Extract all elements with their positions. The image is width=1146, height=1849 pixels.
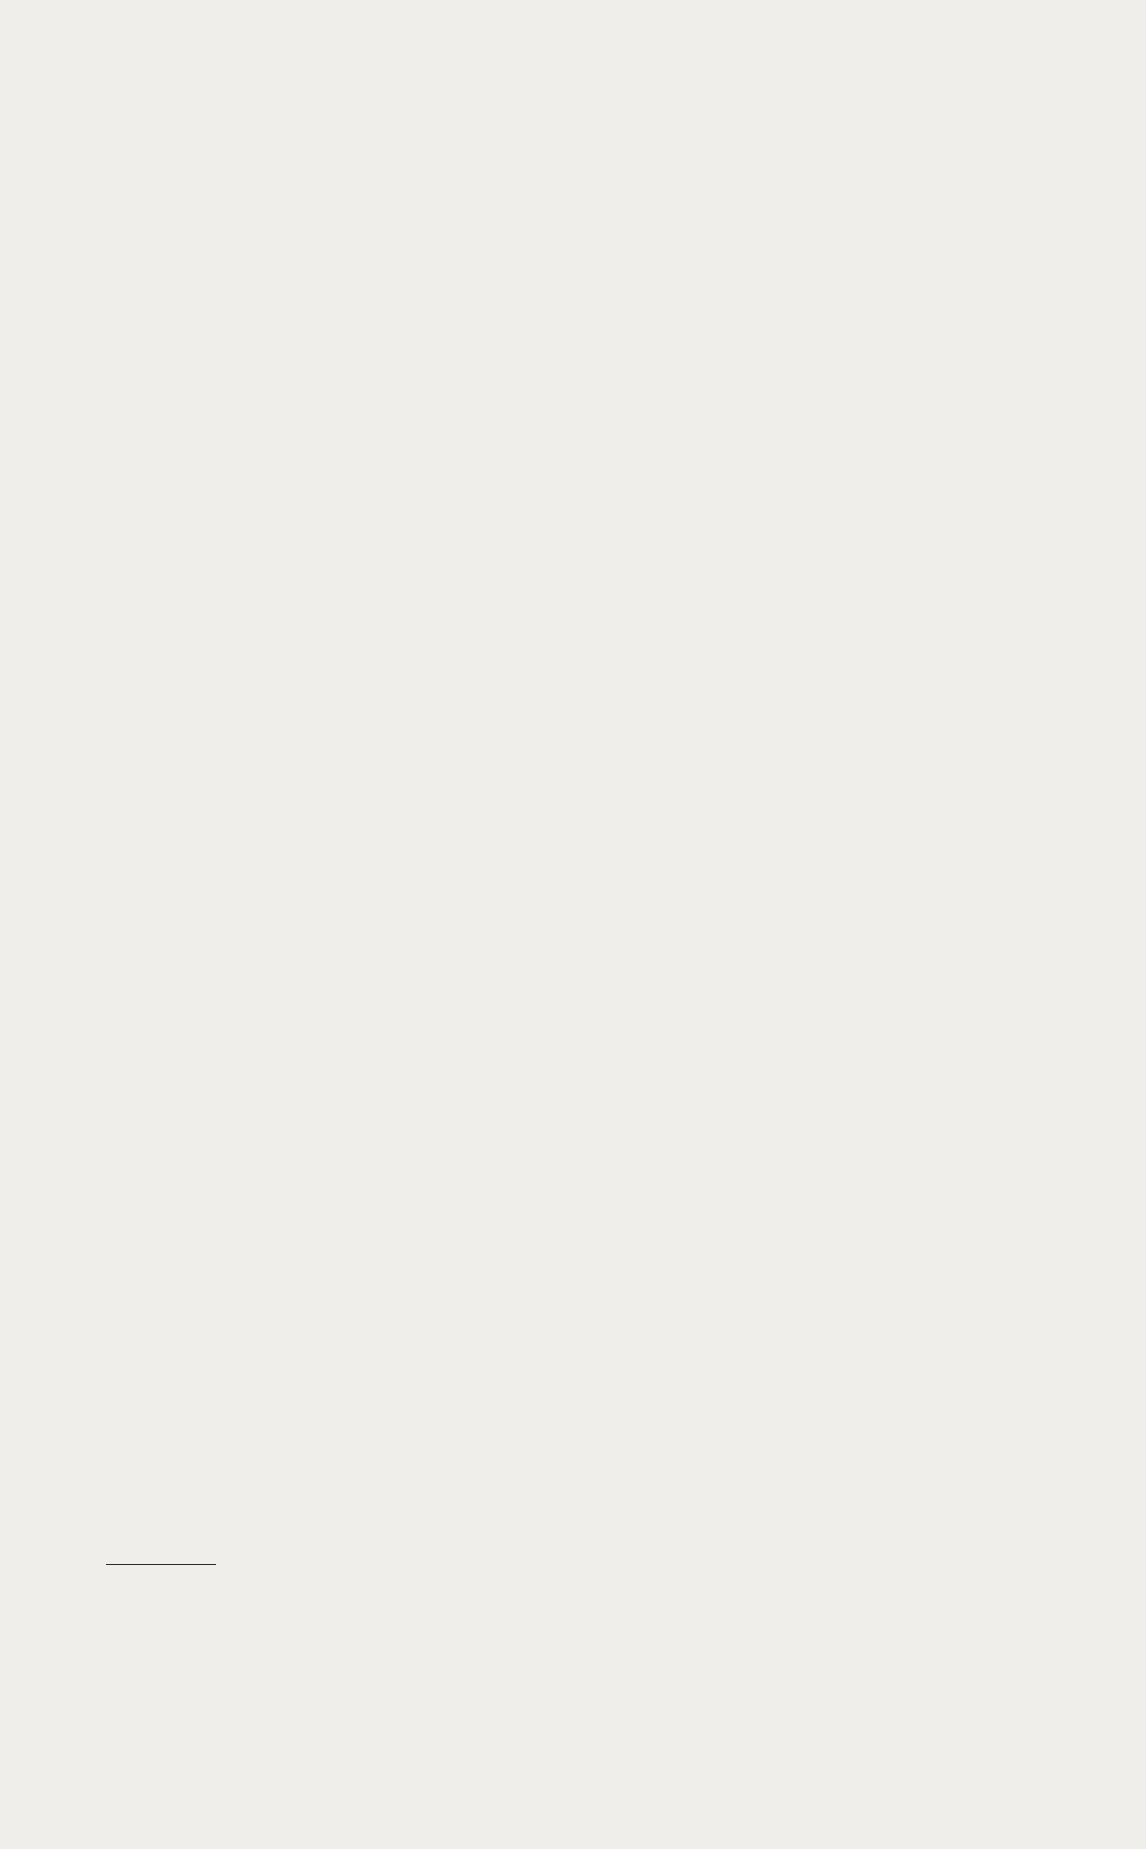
- footnote-divider: [106, 1564, 216, 1565]
